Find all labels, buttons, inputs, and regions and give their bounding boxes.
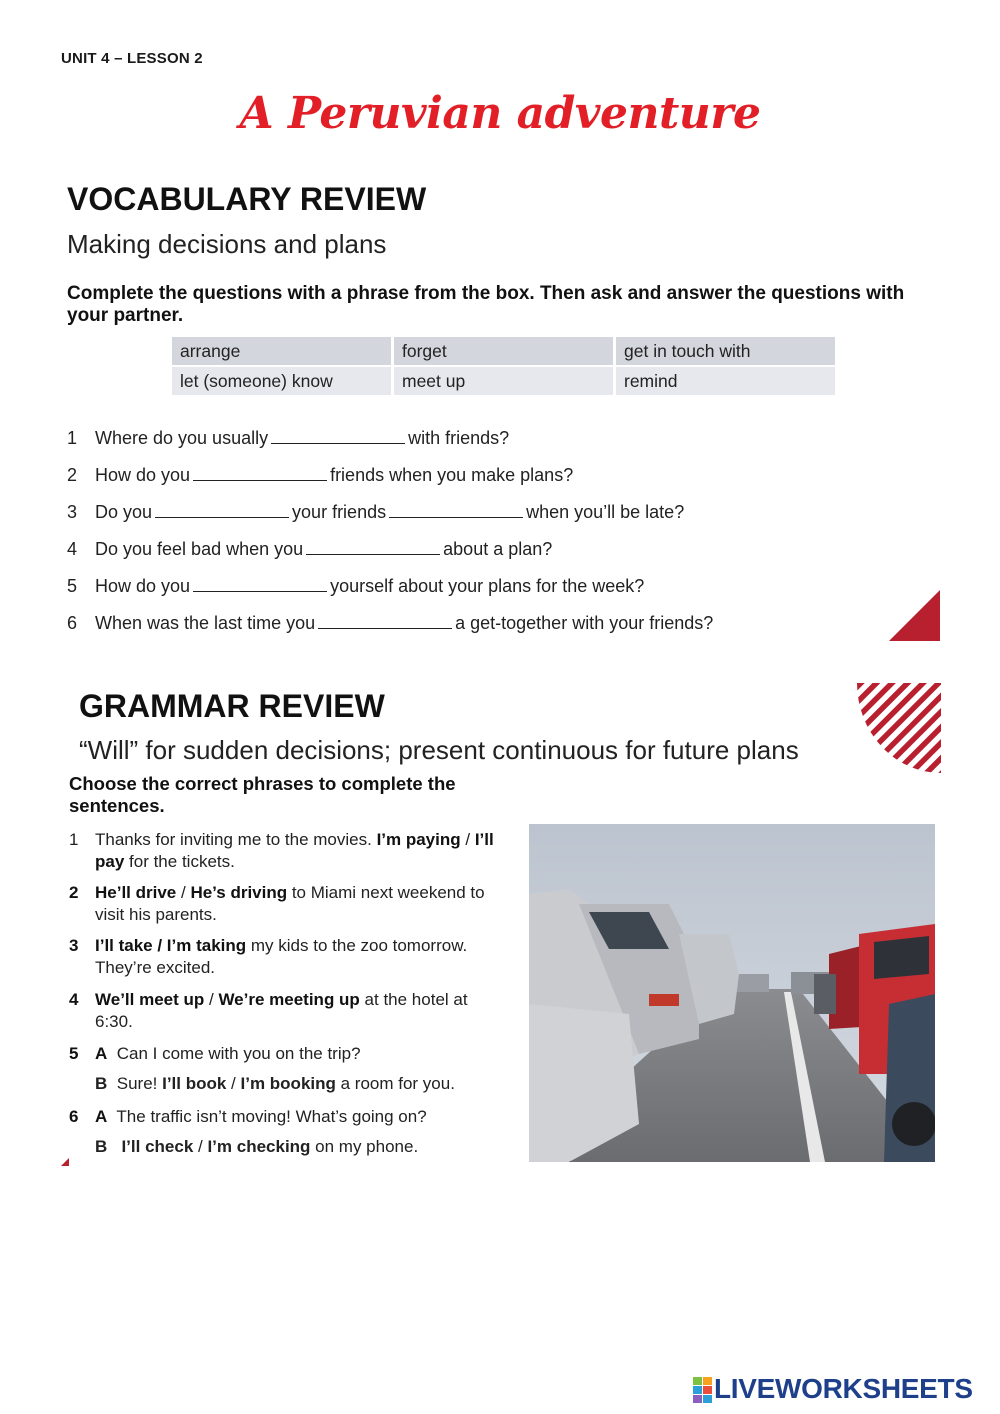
question-number: 2	[67, 465, 78, 485]
vocab-question	[67, 613, 713, 634]
speaker-label: B	[95, 1137, 108, 1156]
grammar-dialog-b	[95, 1137, 418, 1157]
option-2[interactable]: I’m checking	[207, 1137, 311, 1156]
word-box-cell: meet up	[393, 366, 615, 396]
word-box-cell: get in touch with	[615, 337, 837, 366]
unit-label: UNIT 4 – LESSON 2	[61, 50, 203, 67]
option-2[interactable]: We’re meeting up	[218, 990, 360, 1009]
item-number: 3	[69, 936, 79, 955]
vocab-question	[67, 576, 644, 597]
question-text: How do you	[95, 465, 191, 485]
answer-blank[interactable]	[318, 614, 452, 629]
question-text: Do you	[95, 502, 153, 522]
option-2[interactable]: I’ll pay	[95, 830, 494, 871]
grammar-dialog-b	[95, 1074, 455, 1094]
grammar-instruction: Choose the correct phrases to complete the sentences.	[69, 773, 456, 816]
answer-blank[interactable]	[306, 540, 440, 555]
question-text: a get-together with your friends?	[455, 613, 714, 633]
speaker-label: B	[95, 1074, 108, 1093]
word-box-cell: remind	[615, 366, 837, 396]
option-1[interactable]: I’m paying	[376, 830, 461, 849]
traffic-jam-photo	[529, 824, 935, 1162]
option-1[interactable]: I’ll take / I’m taking	[95, 936, 247, 955]
question-text: with friends?	[408, 428, 510, 448]
item-text: to Miami next weekend to visit his parents.	[95, 883, 485, 924]
item-text: my kids to the zoo tomorrow. They’re excited.	[95, 936, 468, 977]
answer-blank[interactable]	[389, 503, 523, 518]
vocabulary-heading: VOCABULARY REVIEW	[67, 181, 427, 217]
speaker-label: A	[95, 1044, 108, 1063]
item-text: at the hotel at 6:30.	[95, 990, 468, 1031]
question-text: when you’ll be late?	[526, 502, 685, 522]
dialog-text: a room for you.	[335, 1074, 455, 1093]
option-1[interactable]: We’ll meet up	[95, 990, 205, 1009]
grammar-subheading: “Will” for sudden decisions; present continuous for future plans	[79, 735, 799, 765]
logo-text: LIVEWORKSHEETS	[714, 1373, 973, 1404]
vocab-question	[67, 502, 684, 523]
dialog-text: The traffic isn’t moving! What’s going on?	[116, 1107, 427, 1126]
vocab-question	[67, 539, 552, 560]
speaker-label: A	[95, 1107, 108, 1126]
option-separator: /	[204, 990, 219, 1009]
item-number: 2	[69, 883, 79, 902]
question-number: 4	[67, 539, 78, 559]
answer-blank[interactable]	[193, 466, 327, 481]
item-number: 6	[69, 1107, 79, 1126]
grammar-item	[69, 989, 509, 1033]
option-1[interactable]: He’ll drive	[95, 883, 177, 902]
option-separator: /	[176, 883, 191, 902]
option-2[interactable]: He’s driving	[190, 883, 288, 902]
question-number: 6	[67, 613, 78, 633]
grammar-dialog-a	[69, 1043, 509, 1065]
question-number: 1	[67, 428, 78, 448]
question-number: 5	[67, 576, 78, 596]
option-1[interactable]: I’ll book	[162, 1074, 227, 1093]
answer-blank[interactable]	[155, 503, 289, 518]
answer-blank[interactable]	[193, 577, 327, 592]
word-box-cell: arrange	[172, 337, 393, 366]
question-number: 3	[67, 502, 78, 522]
item-number: 5	[69, 1044, 79, 1063]
word-box-cell: let (someone) know	[172, 366, 393, 396]
option-separator: /	[226, 1074, 241, 1093]
grammar-heading: GRAMMAR REVIEW	[79, 688, 385, 724]
item-text: Thanks for inviting me to the movies.	[95, 830, 377, 849]
answer-blank[interactable]	[271, 429, 405, 444]
option-separator: /	[460, 830, 475, 849]
item-text: for the tickets.	[124, 852, 235, 871]
item-number: 1	[69, 830, 79, 849]
striped-quarter-circle-decoration	[857, 683, 941, 773]
grammar-item	[69, 829, 509, 873]
grammar-item	[69, 882, 509, 926]
logo-icon	[692, 1376, 714, 1406]
grammar-item	[69, 935, 509, 979]
question-text: Where do you usually	[95, 428, 269, 448]
question-text: friends when you make plans?	[330, 465, 574, 485]
question-text: yourself about your plans for the week?	[330, 576, 645, 596]
dialog-text: Sure!	[116, 1074, 163, 1093]
question-text: When was the last time you	[95, 613, 316, 633]
question-text: about a plan?	[443, 539, 553, 559]
small-red-triangle-decoration	[61, 1158, 69, 1166]
vocab-question	[67, 465, 573, 486]
vocabulary-instruction: Complete the questions with a phrase from the box. Then ask and answer the questions with your partner.	[67, 283, 905, 326]
question-text: How do you	[95, 576, 191, 596]
vocabulary-subheading: Making decisions and plans	[67, 229, 387, 259]
dialog-text: Can I come with you on the trip?	[116, 1044, 361, 1063]
word-box	[172, 337, 838, 397]
question-text: your friends	[292, 502, 387, 522]
item-number: 4	[69, 990, 79, 1009]
dialog-text: on my phone.	[310, 1137, 419, 1156]
option-1[interactable]: I’ll check	[121, 1137, 194, 1156]
page-title: A Peruvian adventure	[239, 88, 761, 139]
option-2[interactable]: I’m booking	[240, 1074, 336, 1093]
word-box-cell: forget	[393, 337, 615, 366]
grammar-dialog-a	[69, 1106, 509, 1128]
question-text: Do you feel bad when you	[95, 539, 304, 559]
option-separator: /	[193, 1137, 208, 1156]
vocab-question	[67, 428, 509, 449]
red-triangle-decoration	[889, 590, 940, 641]
